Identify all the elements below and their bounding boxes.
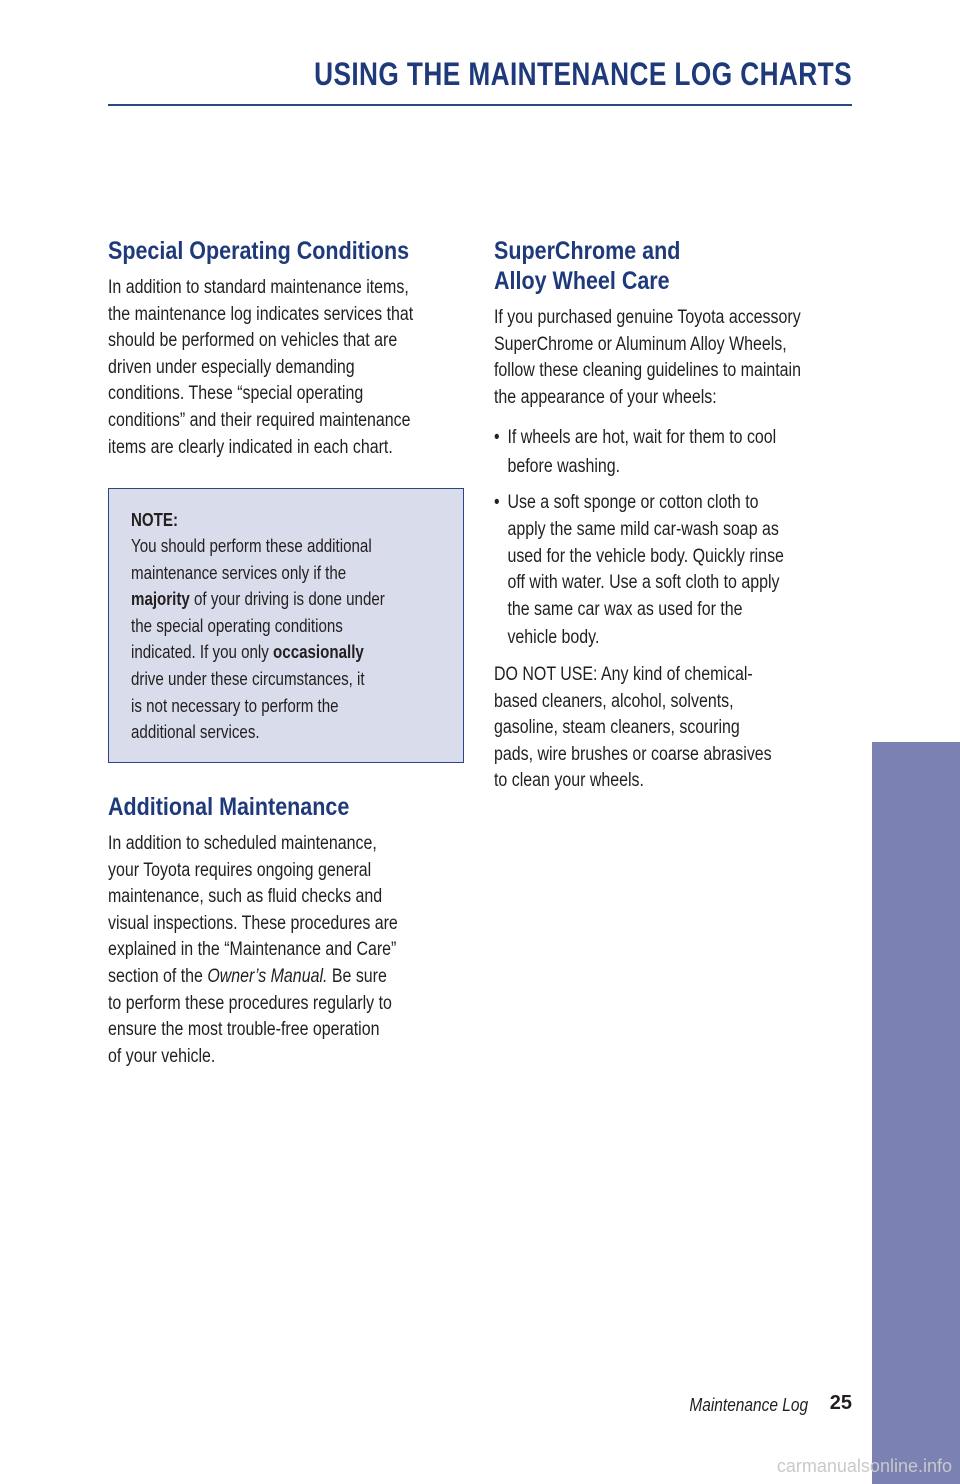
text-line: the maintenance log indicates services that <box>108 303 414 325</box>
header-rule <box>108 104 852 106</box>
text-line: DO NOT USE: Any kind of chemical- <box>494 663 753 685</box>
text-line: the same car wax as used for the <box>507 598 743 620</box>
text-line: to clean your wheels. <box>494 770 644 792</box>
text-span: indicated. If you only <box>131 642 274 663</box>
text-line: drive under these circumstances, it <box>131 668 365 689</box>
text-line: additional services. <box>131 722 260 743</box>
left-column <box>108 236 468 461</box>
text-line: off with water. Use a soft cloth to apply <box>507 572 780 594</box>
note-title: NOTE: <box>131 510 179 530</box>
text-line: In addition to standard maintenance items, <box>108 277 409 298</box>
side-tab-label: MAINTENANCE <box>25 962 64 1258</box>
text-line: If wheels are hot, wait for them to cool <box>507 427 777 449</box>
text-line: If you purchased genuine Toyota accessory <box>494 307 801 328</box>
text-line: of your vehicle. <box>108 1045 216 1067</box>
page-header-title: USING THE MAINTENANCE LOG CHARTS <box>314 56 852 92</box>
right-column <box>494 236 854 795</box>
text-line: apply the same mild car-wash soap as <box>507 518 779 540</box>
wheel-care-heading <box>494 236 804 296</box>
note-box <box>108 488 464 763</box>
bullet-icon: • <box>494 492 500 514</box>
emphasis-occasionally: occasionally <box>273 642 364 663</box>
page-number: 25 <box>829 1392 852 1414</box>
text-line: items are clearly indicated in each chart. <box>108 436 393 458</box>
text-line <box>131 586 451 613</box>
text-line: the appearance of your wheels: <box>494 386 717 408</box>
text-line: vehicle body. <box>507 627 600 649</box>
text-line: You should perform these additional <box>131 536 372 556</box>
watermark: carmanualsonline.info <box>776 1456 952 1476</box>
additional-maintenance-section <box>108 792 468 1070</box>
additional-maintenance-heading: Additional Maintenance <box>108 793 350 821</box>
text-line <box>131 639 451 666</box>
heading-line: Alloy Wheel Care <box>494 267 670 295</box>
text-line: should be performed on vehicles that are <box>108 330 398 352</box>
footer-label: Maintenance Log <box>689 1395 808 1415</box>
text-line: is not necessary to perform the <box>131 695 339 716</box>
maintenance-section-tab <box>872 742 960 1484</box>
text-line: SuperChrome or Aluminum Alloy Wheels, <box>494 333 787 355</box>
text-line: Use a soft sponge or cotton cloth to <box>507 492 759 514</box>
text-line: explained in the “Maintenance and Care” <box>108 939 397 961</box>
heading-line: SuperChrome and <box>494 237 681 265</box>
text-line: maintenance, such as fluid checks and <box>108 886 383 908</box>
text-line: gasoline, steam cleaners, scouring <box>494 717 740 739</box>
bullet-item <box>494 423 854 481</box>
text-line: driven under especially demanding <box>108 356 355 378</box>
owners-manual-title: Owner’s Manual. <box>207 965 328 987</box>
text-line: conditions. These “special operating <box>108 383 364 405</box>
note-text <box>131 533 451 746</box>
text-line: maintenance services only if the <box>131 562 347 583</box>
additional-maintenance-paragraph <box>108 831 468 1070</box>
text-span: of your driving is done under <box>189 589 385 610</box>
text-line: before washing. <box>507 456 621 478</box>
text-line: follow these cleaning guidelines to maintain <box>494 360 801 382</box>
bullet-icon: • <box>494 427 500 449</box>
text-line: your Toyota requires ongoing general <box>108 859 372 881</box>
text-line: visual inspections. These procedures are <box>108 912 398 934</box>
text-span: section of the <box>108 965 208 987</box>
text-line: the special operating conditions <box>131 615 343 636</box>
special-conditions-paragraph <box>108 275 468 461</box>
text-line: used for the vehicle body. Quickly rinse <box>507 545 784 567</box>
emphasis-majority: majority <box>131 589 190 610</box>
text-line: based cleaners, alcohol, solvents, <box>494 690 734 712</box>
do-not-use-warning <box>494 662 854 795</box>
text-line: In addition to scheduled maintenance, <box>108 833 377 854</box>
text-line: ensure the most trouble-free operation <box>108 1019 380 1041</box>
bullet-item <box>494 490 854 652</box>
text-line: pads, wire brushes or coarse abrasives <box>494 743 772 765</box>
text-line <box>108 964 468 991</box>
special-conditions-heading: Special Operating Conditions <box>108 237 410 265</box>
text-span: Be sure <box>327 965 387 987</box>
text-line: to perform these procedures regularly to <box>108 992 392 1014</box>
wheel-care-intro <box>494 305 854 411</box>
text-line: conditions” and their required maintenance <box>108 409 411 431</box>
